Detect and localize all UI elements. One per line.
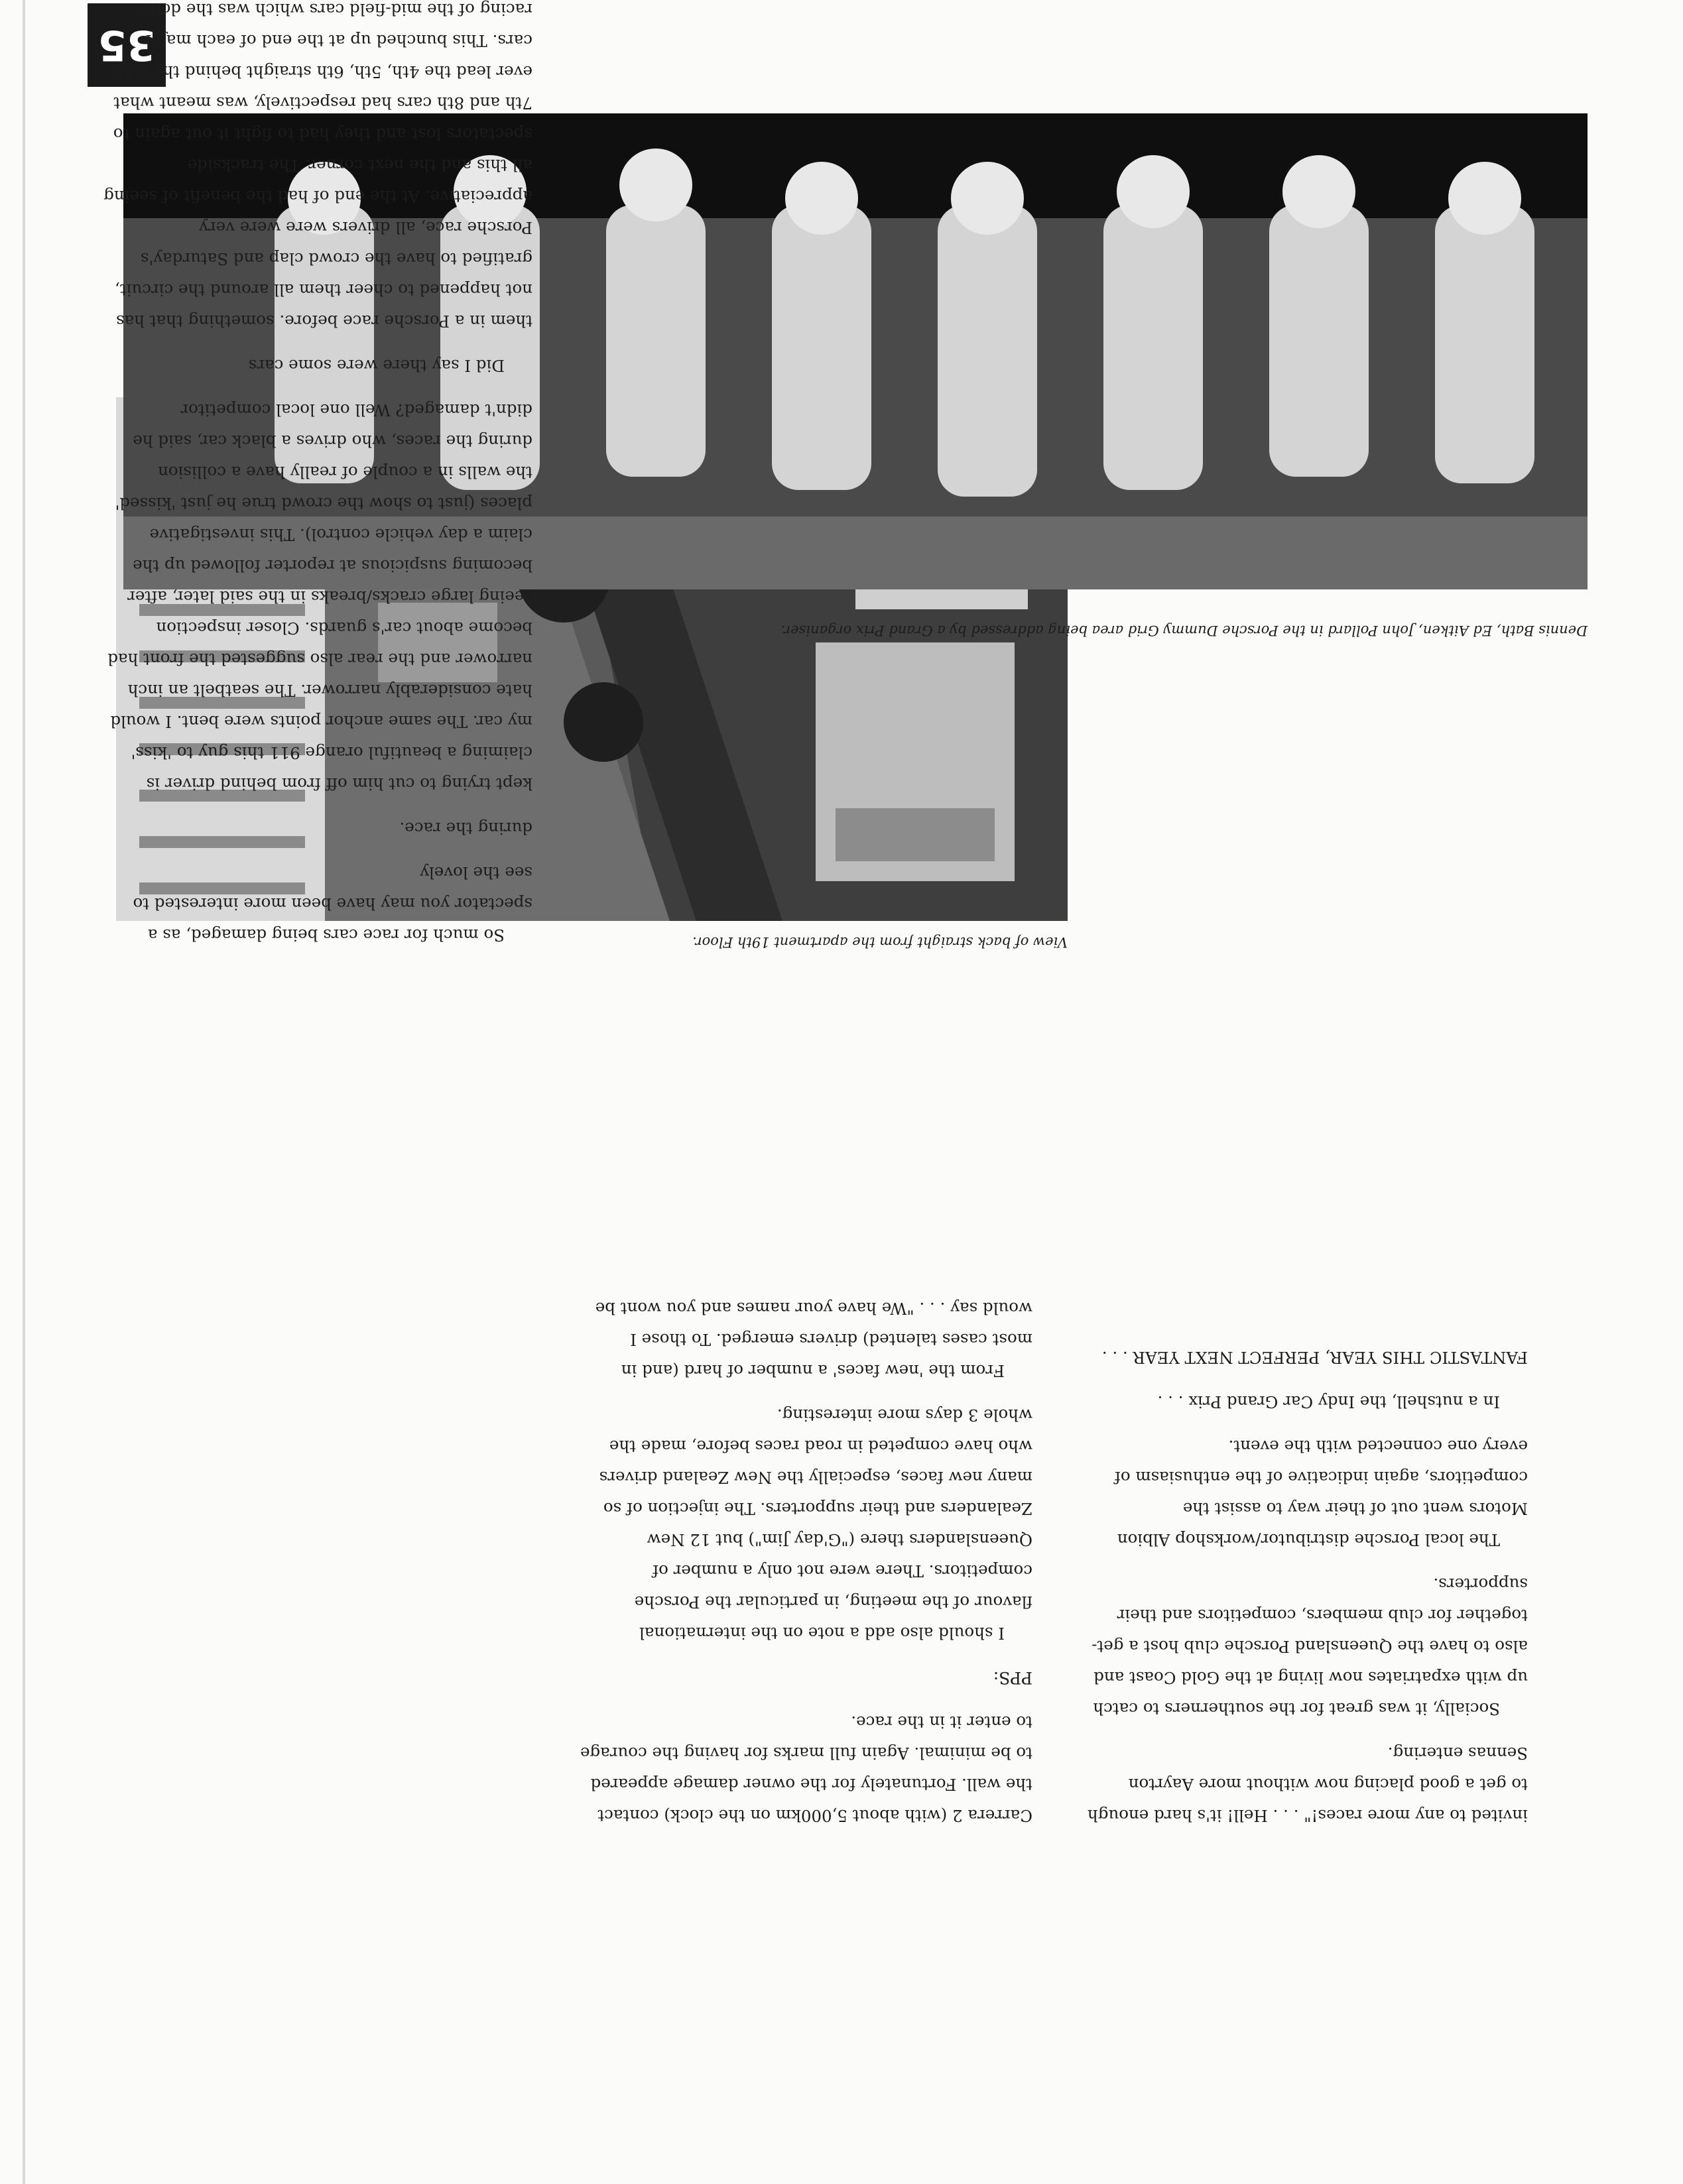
page-number: 35 <box>88 3 166 87</box>
closing-line: FANTASTIC THIS YEAR, PERFECT NEXT YEAR . . . <box>1101 1348 1528 1367</box>
paragraph: kept trying to cut him off from behind driver is claiming a beautiful orange 911 this guy to 'kiss' my car. The same anchor points were bent. I would hate considerably narrower. The seatbelt an inch narrower and the rear also suggested the front had become about car's guards. Closer inspection seeing large cracks/breaks in the said later, after becoming suspicious at reporter followed up the claim a day vehicle control). This investigative places (just to show the crowd true he just 'kissed' the walls in a couple of really have a collision during the races, who drives a black car, said he didn't damaged? Well one local competitor <box>107 400 532 794</box>
paragraph: invited to any more races!" . . . Hell! it's hard enough to get a good placing now without more Aayrton Sennas entering. <box>1087 1744 1528 1825</box>
photo-caption-dummy-grid: Dennis Bath, Ed Aitken, John Pollard in the Porsche Dummy Grid area being addressed by a Grand Prix organiser. <box>780 623 1588 638</box>
paragraph: From the 'new faces' a number of hard (and in most cases talented) drivers emerged. To those I would say . . . "We have your names and you wont be <box>595 1299 1032 1380</box>
paragraph: So much for race cars being damaged, as a spectator you may have been more interested to see the lovely <box>133 863 532 945</box>
paragraph: during the race. <box>399 819 532 838</box>
article-column-3 <box>101 0 532 951</box>
article-column-2 <box>580 1280 1032 1831</box>
paragraph: The local Porsche distributor/workshop Albion Motors went out of their way to assist the competitors, again indicative of the enthusiasm of every one connected with the event. <box>1114 1437 1528 1549</box>
article-column-1 <box>1077 1329 1528 1831</box>
section-heading-pps: PPS: <box>993 1668 1032 1687</box>
paragraph: Socially, it was great for the southerners to catch up with expatriates now living at the Gold Coast and also to have the Queensland Porsche club host a get-together for club members, competitors and their supporters. <box>1091 1575 1528 1719</box>
paragraph: In a nutshell, the Indy Car Grand Prix . . . <box>1157 1392 1500 1412</box>
photo-caption-apartment: View of back straight from the apartment 19th Floor. <box>692 934 1068 950</box>
scan-edge <box>23 0 25 2184</box>
paragraph: I should also add a note on the international flavour of the meeting, in particular the Porsche competitors. There were not only a number of Queenslanders there ("G'day Jim") but 12 New Zealanders and their supporters. The injection of so many new faces, especially the New Zealand drivers who have competed in road races before, made the whole 3 days more interesting. <box>599 1406 1032 1643</box>
paragraph: them in a Porsche race before. something that has not happened to cheer them all around the circuit, gratified to have the crowd clap and Saturday's Porsche race, all drivers were were very appreciative. At the end of had the benefit of seeing all this and the next corner. The trackside spectators lost and they had to fight it out again to 7th and 8th cars had respectively, was meant what ever lead the 4th, 5th, 6th straight behind the lead cars. This bunched up at the end of each major racing of the mid-field cars which was the door- <box>103 0 532 331</box>
paragraph: Did I say there were some cars <box>248 356 505 375</box>
paragraph: Carrera 2 (with about 5,000km on the clock) contact the wall. Fortunately for the owner damage appeared to be minimal. Again full marks for having the courage to enter it in the race. <box>580 1713 1032 1825</box>
